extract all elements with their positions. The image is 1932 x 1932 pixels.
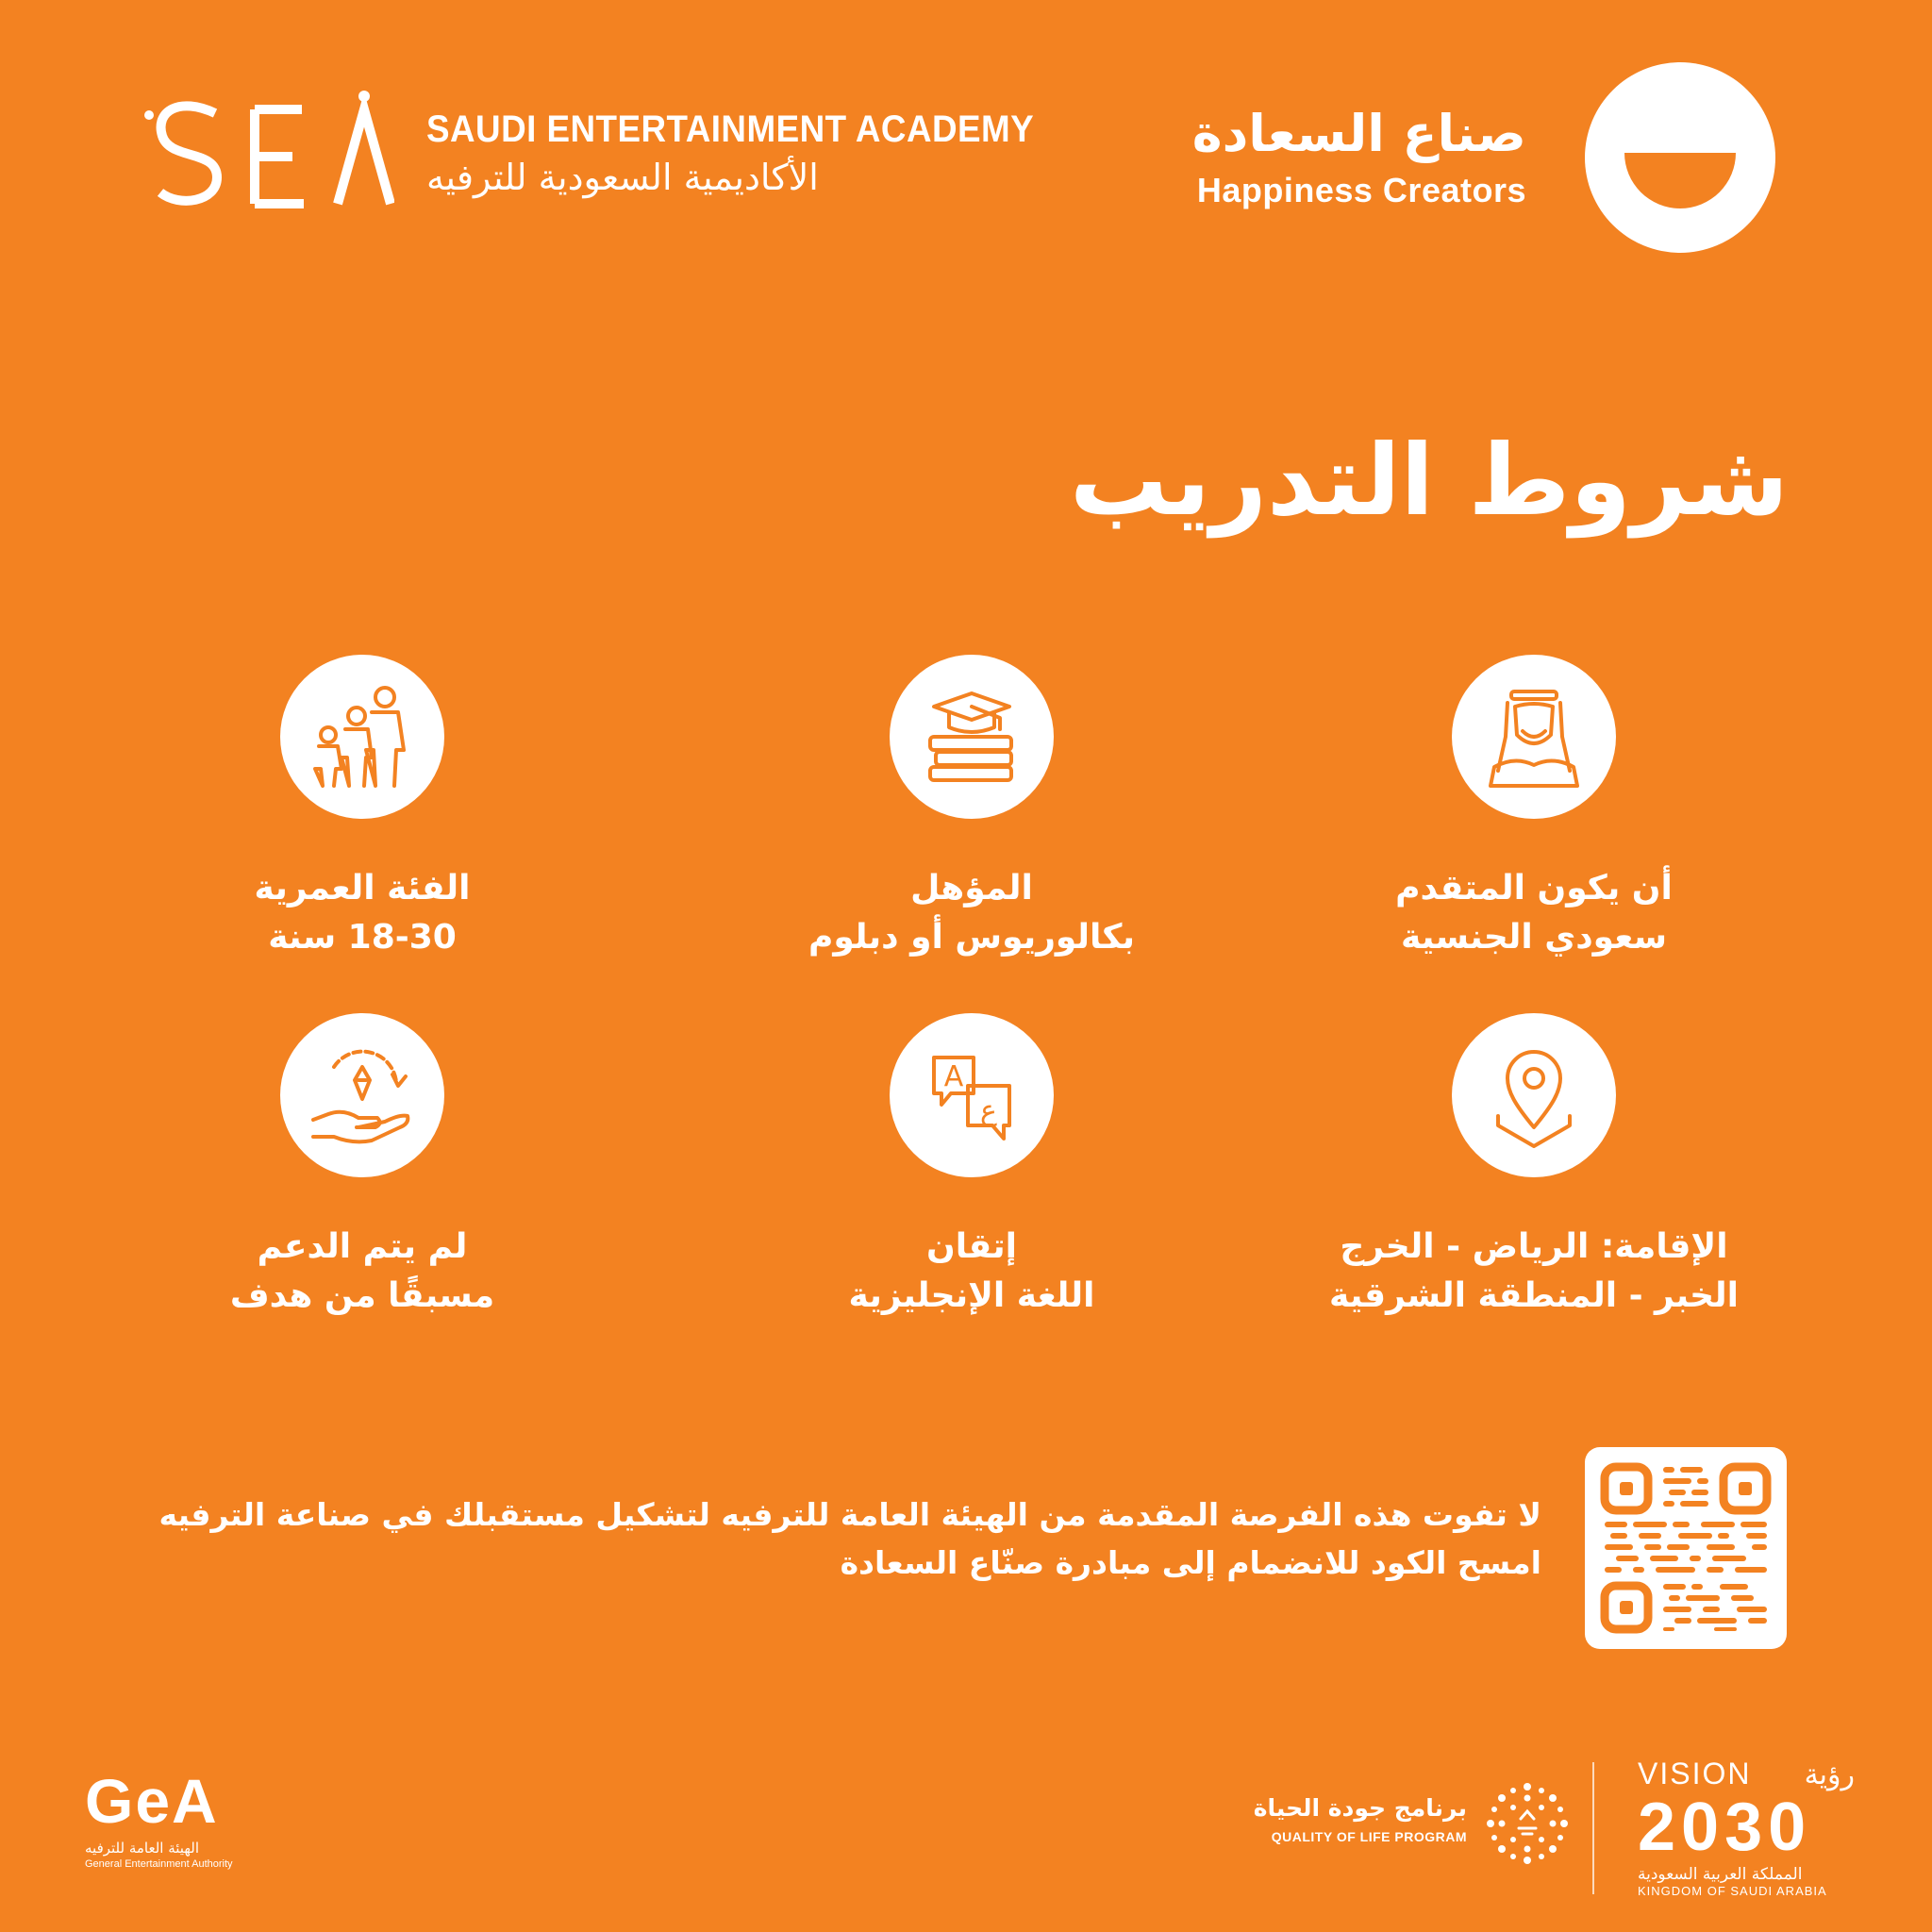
qr-code[interactable] <box>1585 1447 1787 1649</box>
graduation-cap-books-icon <box>915 680 1028 793</box>
vision-2030-logo <box>1638 1757 1855 1898</box>
sea-logo <box>142 83 394 213</box>
condition-label <box>79 864 645 962</box>
condition-label <box>689 864 1255 962</box>
condition-label <box>79 1223 645 1321</box>
condition-line2: مسبقًا من هدف <box>229 1276 495 1316</box>
condition-icon-circle <box>1452 655 1616 819</box>
condition-nationality <box>1251 655 1817 962</box>
condition-line1: الإقامة: الرياض - الخرج <box>1340 1227 1728 1266</box>
condition-line2: الخبر - المنطقة الشرقية <box>1329 1276 1739 1316</box>
smile-logo-icon <box>1585 62 1775 253</box>
gea-name-en: General Entertainment Authority <box>85 1858 233 1870</box>
condition-line2: سعودي الجنسية <box>1401 918 1667 958</box>
message-line2: امسح الكود للانضمام إلى مبادرة صنّاع السعادة <box>840 1544 1541 1582</box>
condition-line1: إتقان <box>925 1227 1017 1266</box>
condition-support <box>79 1013 645 1321</box>
condition-icon-circle <box>280 655 444 819</box>
vision-header <box>1638 1757 1855 1791</box>
condition-label <box>1251 864 1817 962</box>
condition-line1: لم يتم الدعم <box>257 1227 468 1266</box>
condition-age <box>79 655 645 962</box>
condition-line1: أن يكون المتقدم <box>1395 869 1673 908</box>
condition-icon-circle <box>890 655 1054 819</box>
message-line1: لا تفوت هذه الفرصة المقدمة من الهيئة العامة للترفيه لتشكيل مستقبلك في صناعة الترفيه <box>158 1496 1541 1533</box>
location-pin-icon <box>1477 1039 1591 1152</box>
vision-country-en: KINGDOM OF SAUDI ARABIA <box>1638 1884 1827 1898</box>
vision-label-ar: رؤية <box>1804 1758 1855 1791</box>
hand-support-icon <box>306 1039 419 1152</box>
sea-name-en: SAUDI ENTERTAINMENT ACADEMY <box>426 108 1035 150</box>
condition-label <box>689 1223 1255 1321</box>
sea-wordmark <box>426 108 1035 198</box>
footer-divider <box>1592 1762 1594 1894</box>
condition-line2: بكالوريوس أو دبلوم <box>808 918 1135 958</box>
condition-qualification <box>689 655 1255 962</box>
condition-icon-circle <box>1452 1013 1616 1177</box>
vision-country-ar: المملكة العربية السعودية <box>1638 1865 1803 1884</box>
happiness-creators-wordmark <box>1192 106 1526 210</box>
condition-icon-circle <box>280 1013 444 1177</box>
family-group-icon <box>306 680 419 793</box>
qol-name-en: QUALITY OF LIFE PROGRAM <box>1271 1829 1467 1844</box>
translation-icon <box>915 1039 1028 1152</box>
vision-year: 2030 <box>1638 1790 1812 1865</box>
happiness-creators-en: Happiness Creators <box>1196 171 1526 210</box>
happiness-creators-ar: صناع السعادة <box>1191 104 1526 163</box>
condition-line2: 18-30 سنة <box>268 918 457 958</box>
page-title: شروط التدريب <box>1069 423 1789 538</box>
gea-name-ar: الهيئة العامة للترفيه <box>85 1840 199 1857</box>
gea-logo <box>85 1766 274 1870</box>
svg-text:ع: ع <box>980 1094 997 1127</box>
qr-code-icon <box>1597 1459 1774 1637</box>
sea-name-ar: الأكاديمية السعودية للترفيه <box>426 157 819 198</box>
quality-of-life-emblem-icon <box>1485 1781 1570 1866</box>
condition-label <box>1251 1223 1817 1321</box>
condition-line2: اللغة الإنجليزية <box>848 1276 1095 1316</box>
condition-line1: الفئة العمرية <box>254 869 471 908</box>
condition-line1: المؤهل <box>910 869 1033 908</box>
vision-label-en: VISION <box>1638 1757 1752 1790</box>
qol-name-ar: برنامج جودة الحياة <box>1253 1794 1467 1822</box>
svg-text:A: A <box>943 1060 964 1093</box>
call-to-action-message <box>158 1491 1541 1587</box>
gea-wordmark-icon: GeA <box>85 1766 219 1836</box>
condition-english <box>689 1013 1255 1321</box>
condition-icon-circle <box>890 1013 1054 1177</box>
saudi-person-icon <box>1477 680 1591 793</box>
condition-residence <box>1251 1013 1817 1321</box>
quality-of-life-wordmark <box>1254 1794 1467 1844</box>
